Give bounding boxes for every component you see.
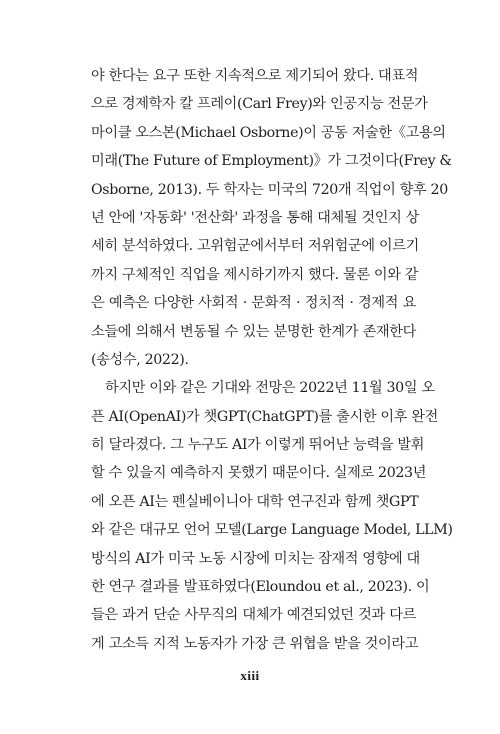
paragraph-1 (91, 62, 452, 374)
text-line: 할 수 있을지 예측하지 못했기 때문이다. 실제로 2023년 (91, 465, 427, 482)
text-line: (송성수, 2022). (91, 351, 189, 368)
text-line: 야 한다는 요구 또한 지속적으로 제기되어 왔다. 대표적 (91, 68, 419, 84)
text-line: 년 안에 '자동화' '전산화' 과정을 통해 대체될 것인지 상 (91, 209, 419, 226)
text-line: 방식의 AI가 미국 노동 시장에 미치는 잠재적 영향에 대 (91, 550, 420, 567)
text-line: 까지 구체적인 직업을 제시하기까지 했다. 물론 이와 같 (91, 266, 419, 283)
text-line: 미래(The Future of Employment)》가 그것이다(Frey & (91, 153, 452, 170)
text-line: 하지만 이와 같은 기대와 전망은 2022년 11월 30일 오 (105, 380, 435, 397)
paragraph-2 (91, 374, 453, 658)
body-text (91, 62, 453, 658)
text-line: 세히 분석하였다. 고위험군에서부터 저위험군에 이르기 (91, 238, 419, 255)
page-number: xiii (240, 668, 260, 683)
text-line: 와 같은 대규모 언어 모델(Large Language Model, LLM) (91, 522, 453, 539)
text-line: 으로 경제학자 칼 프레이(Carl Frey)와 인공지능 전문가 (91, 96, 428, 113)
text-line: 히 달라졌다. 그 누구도 AI가 이렇게 뛰어난 능력을 발휘 (91, 437, 425, 454)
text-line: 소들에 의해서 변동될 수 있는 분명한 한계가 존재한다 (91, 323, 416, 340)
text-line: 픈 AI(OpenAI)가 챗GPT(ChatGPT)를 출시한 이후 완전 (91, 408, 438, 425)
text-line: 들은 과거 단순 사무직의 대체가 예견되었던 것과 다르 (91, 607, 416, 624)
text-line: 게 고소득 지적 노동자가 가장 큰 위협을 받을 것이라고 (91, 635, 419, 652)
text-line: 마이클 오스본(Michael Osborne)이 공동 저술한《고용의 (91, 124, 446, 141)
text-line: Osborne, 2013). 두 학자는 미국의 720개 직업이 향후 20 (91, 181, 448, 198)
text-line: 에 오픈 AI는 펜실베이니아 대학 연구진과 함께 챗GPT (91, 493, 419, 510)
text-line: 은 예측은 다양한 사회적 · 문화적 · 정치적 · 경제적 요 (91, 295, 416, 312)
text-line: 한 연구 결과를 발표하였다(Eloundou et al., 2023). 이 (91, 579, 430, 596)
